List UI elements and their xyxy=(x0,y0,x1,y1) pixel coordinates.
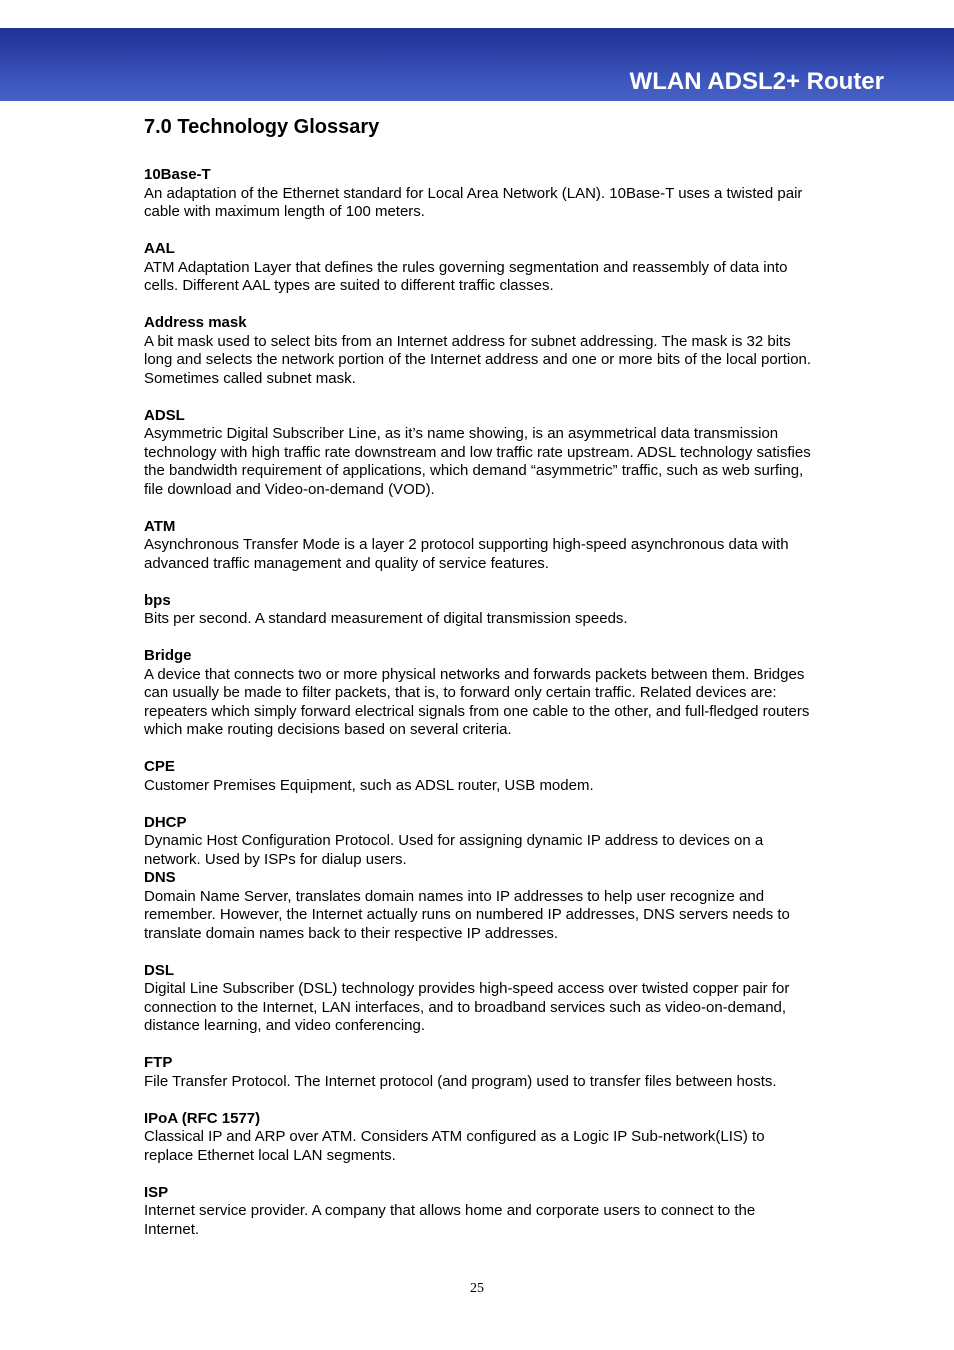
glossary-definition: Internet service provider. A company that allows home and corporate users to connect to the Internet. xyxy=(144,1202,756,1238)
glossary-term: Bridge xyxy=(144,647,192,664)
glossary-term: 10Base-T xyxy=(144,166,211,183)
glossary-definition: ATM Adaptation Layer that defines the rules governing segmentation and reassembly of data into cells. Different AAL types are suited to different traffic classes. xyxy=(144,258,788,294)
glossary-term: ADSL xyxy=(144,406,185,424)
page-number: 25 xyxy=(470,1281,484,1296)
glossary-term: IPoA (RFC 1577) xyxy=(144,1109,261,1127)
glossary-definition: An adaptation of the Ethernet standard for Local Area Network (LAN). 10Base-T uses a twisted pair cable with maximum length of 100 meters. xyxy=(144,184,803,220)
glossary-entry-address-mask xyxy=(144,314,814,388)
glossary-term: FTP xyxy=(144,1054,173,1071)
glossary-term: CPE xyxy=(144,758,175,775)
header-title: WLAN ADSL2+ Router xyxy=(629,68,884,95)
header-band xyxy=(0,28,954,101)
glossary-entry-adsl xyxy=(144,407,814,500)
glossary-definition: Classical IP and ARP over ATM. Considers ATM configured as a Logic IP Sub-network(LIS) to replace Ethernet local LAN segments. xyxy=(144,1128,765,1164)
glossary-entry-10base-t xyxy=(144,166,814,222)
glossary-entry-ftp xyxy=(144,1054,814,1091)
section-heading: 7.0 Technology Glossary xyxy=(144,116,380,138)
glossary-entry-aal xyxy=(144,240,814,296)
glossary-term: bps xyxy=(144,591,171,609)
glossary-list xyxy=(144,166,814,1258)
glossary-term: DHCP xyxy=(144,813,187,831)
glossary-definition: Domain Name Server, translates domain names into IP addresses to help user recognize and remember. However, the Internet actually runs on numbered IP addresses, DNS servers needs to translate domain names back to their respective IP addresses. xyxy=(144,887,790,942)
glossary-term: ISP xyxy=(144,1183,169,1201)
glossary-entry-dhcp xyxy=(144,814,814,870)
glossary-entry-dns xyxy=(144,869,814,943)
glossary-term: AAL xyxy=(144,240,175,257)
glossary-definition: Bits per second. A standard measurement of digital transmission speeds. xyxy=(144,610,628,627)
glossary-entry-bridge xyxy=(144,647,814,740)
glossary-definition: Dynamic Host Configuration Protocol. Used for assigning dynamic IP address to devices on a network. Used by ISPs for dialup users. xyxy=(144,832,764,868)
glossary-entry-bps xyxy=(144,592,814,629)
glossary-definition: Digital Line Subscriber (DSL) technology provides high-speed access over twisted copper pair for connection to the Internet, LAN interfaces, and to broadband services such as video-on-demand, distance learning, and video conferencing. xyxy=(144,980,790,1034)
glossary-term: Address mask xyxy=(144,314,247,331)
glossary-definition: Customer Premises Equipment, such as ADSL router, USB modem. xyxy=(144,776,594,794)
glossary-definition: File Transfer Protocol. The Internet protocol (and program) used to transfer files between hosts. xyxy=(144,1072,777,1090)
glossary-term: DSL xyxy=(144,961,174,979)
glossary-definition: A device that connects two or more physical networks and forwards packets between them. Bridges can usually be made to filter packets, that is, to forward only certain traffic. Related devices are: repeaters which simply forward electrical signals from one cable to the other, and full-fledged routers which make routing decisions based on several criteria. xyxy=(144,665,810,738)
glossary-definition: Asymmetric Digital Subscriber Line, as it’s name showing, is an asymmetrical data transmission technology with high traffic rate downstream and low traffic rate upstream. ADSL technology satisfies the bandwidth requirement of applications, which demand “asymmetric” traffic, such as web surfing, file download and Video-on-demand (VOD). xyxy=(144,425,811,498)
glossary-entry-cpe xyxy=(144,758,814,795)
glossary-entry-dsl xyxy=(144,962,814,1036)
glossary-term: ATM xyxy=(144,517,176,535)
glossary-entry-ipoa xyxy=(144,1110,814,1166)
glossary-entry-atm xyxy=(144,518,814,574)
glossary-entry-isp xyxy=(144,1184,814,1240)
glossary-term: DNS xyxy=(144,869,176,886)
glossary-definition: A bit mask used to select bits from an Internet address for subnet addressing. The mask is 32 bits long and selects the network portion of the Internet address and one or more bits of the local portion. Sometimes called subnet mask. xyxy=(144,332,812,387)
glossary-definition: Asynchronous Transfer Mode is a layer 2 protocol supporting high-speed asynchronous data with advanced traffic management and quality of service features. xyxy=(144,536,789,572)
